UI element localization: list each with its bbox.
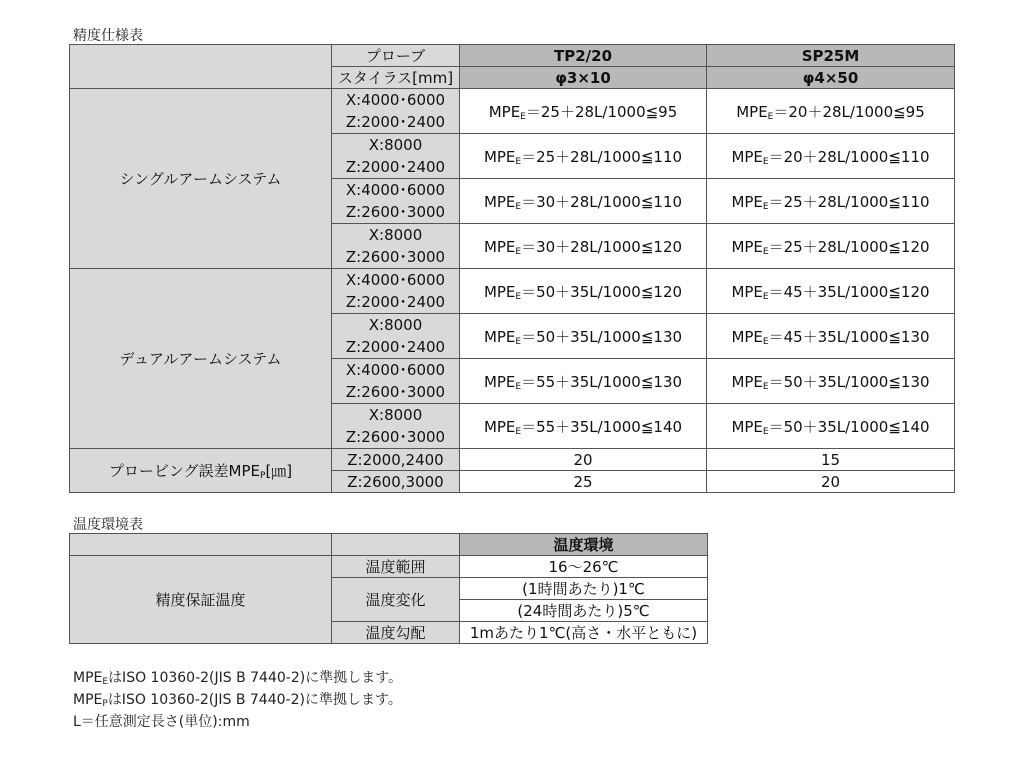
z-range: Z:2600･3000 (345, 203, 446, 221)
mpe-value-tp2: $MPE_E=55+35L/1000≦140$ (460, 404, 707, 449)
footnote-length-definition: L＝任意測定長さ(単位):mm (73, 714, 250, 730)
z-range: Z:2000･2400 (345, 293, 446, 311)
guarantee-temp-label: 精度保証温度 (70, 556, 332, 644)
x-range: X:8000 (368, 226, 423, 244)
z-range: Z:2000･2400 (345, 158, 446, 176)
x-range: X:8000 (368, 136, 423, 154)
mpe-value-tp2: $MPE_E=25+28L/1000≦95$ (460, 89, 707, 134)
col2-stylus-size: φ4×50 (707, 67, 955, 89)
axis-range-cell (332, 404, 460, 449)
probing-value-sp25m: 15 (707, 449, 955, 471)
group-label-dual-arm: デュアルアームシステム (70, 269, 332, 449)
env-header: 温度環境 (460, 534, 708, 556)
footnotes (73, 667, 402, 733)
z-range: Z:2600･3000 (345, 383, 446, 401)
mpe-value-tp2: $MPE_E=55+35L/1000≦130$ (460, 359, 707, 404)
accuracy-spec-table (69, 44, 955, 493)
mpe-value-sp25m: $MPE_E=45+35L/1000≦130$ (707, 314, 955, 359)
mpe-value-sp25m: $MPE_E=20+28L/1000≦110$ (707, 134, 955, 179)
header-blank-cell (332, 534, 460, 556)
probing-value-tp2: 20 (460, 449, 707, 471)
mpe-value-sp25m: $MPE_E=50+35L/1000≦140$ (707, 404, 955, 449)
temp-gradient-value: 1mあたり1℃(高さ・水平ともに) (460, 622, 708, 644)
axis-range-cell (332, 359, 460, 404)
mpe-value-sp25m: $MPE_E=45+35L/1000≦120$ (707, 269, 955, 314)
header-blank-cell (70, 534, 332, 556)
z-range: Z:2600･3000 (345, 428, 446, 446)
spec-table-title: 精度仕様表 (73, 28, 143, 44)
z-range: Z:2000,2400 (332, 449, 460, 471)
probing-error-label: プロービング誤差$MPE_P[㎛]$ (70, 449, 332, 493)
stylus-label: スタイラス[mm] (332, 67, 460, 89)
probing-value-sp25m: 20 (707, 471, 955, 493)
temp-range-value: 16～26℃ (460, 556, 708, 578)
temp-change-label: 温度変化 (332, 578, 460, 622)
group-label-single-arm: シングルアームシステム (70, 89, 332, 269)
mpe-value-tp2: $MPE_E=50+35L/1000≦130$ (460, 314, 707, 359)
z-range: Z:2000･2400 (345, 113, 446, 131)
temp-change-hourly: (1時間あたり)1℃ (460, 578, 708, 600)
footnote-mpe-p: $MPE_P$はISO 10360-2(JIS B 7440-2)に準拠します。 (73, 692, 402, 709)
header-blank-cell (70, 45, 332, 89)
temp-gradient-label: 温度勾配 (332, 622, 460, 644)
temp-change-daily: (24時間あたり)5℃ (460, 600, 708, 622)
axis-range-cell (332, 224, 460, 269)
axis-range-cell (332, 89, 460, 134)
footnote-mpe-e: $MPE_E$はISO 10360-2(JIS B 7440-2)に準拠します。 (73, 670, 403, 687)
axis-range-cell (332, 179, 460, 224)
temperature-env-table (69, 533, 708, 644)
axis-range-cell (332, 314, 460, 359)
mpe-value-sp25m: $MPE_E=50+35L/1000≦130$ (707, 359, 955, 404)
col1-probe-name: TP2/20 (460, 45, 707, 67)
mpe-value-sp25m: $MPE_E=20+28L/1000≦95$ (707, 89, 955, 134)
z-range: Z:2600,3000 (332, 471, 460, 493)
x-range: X:4000･6000 (345, 271, 446, 289)
mpe-value-tp2: $MPE_E=50+35L/1000≦120$ (460, 269, 707, 314)
z-range: Z:2600･3000 (345, 248, 446, 266)
mpe-value-tp2: $MPE_E=30+28L/1000≦120$ (460, 224, 707, 269)
axis-range-cell (332, 269, 460, 314)
x-range: X:8000 (368, 406, 423, 424)
mpe-value-sp25m: $MPE_E=25+28L/1000≦110$ (707, 179, 955, 224)
col1-stylus-size: φ3×10 (460, 67, 707, 89)
probe-label: プローブ (332, 45, 460, 67)
x-range: X:4000･6000 (345, 361, 446, 379)
x-range: X:4000･6000 (345, 91, 446, 109)
mpe-value-tp2: $MPE_E=30+28L/1000≦110$ (460, 179, 707, 224)
temp-range-label: 温度範囲 (332, 556, 460, 578)
axis-range-cell (332, 134, 460, 179)
col2-probe-name: SP25M (707, 45, 955, 67)
env-table-title: 温度環境表 (73, 517, 143, 533)
mpe-value-sp25m: $MPE_E=25+28L/1000≦120$ (707, 224, 955, 269)
x-range: X:8000 (368, 316, 423, 334)
mpe-value-tp2: $MPE_E=25+28L/1000≦110$ (460, 134, 707, 179)
x-range: X:4000･6000 (345, 181, 446, 199)
probing-value-tp2: 25 (460, 471, 707, 493)
z-range: Z:2000･2400 (345, 338, 446, 356)
